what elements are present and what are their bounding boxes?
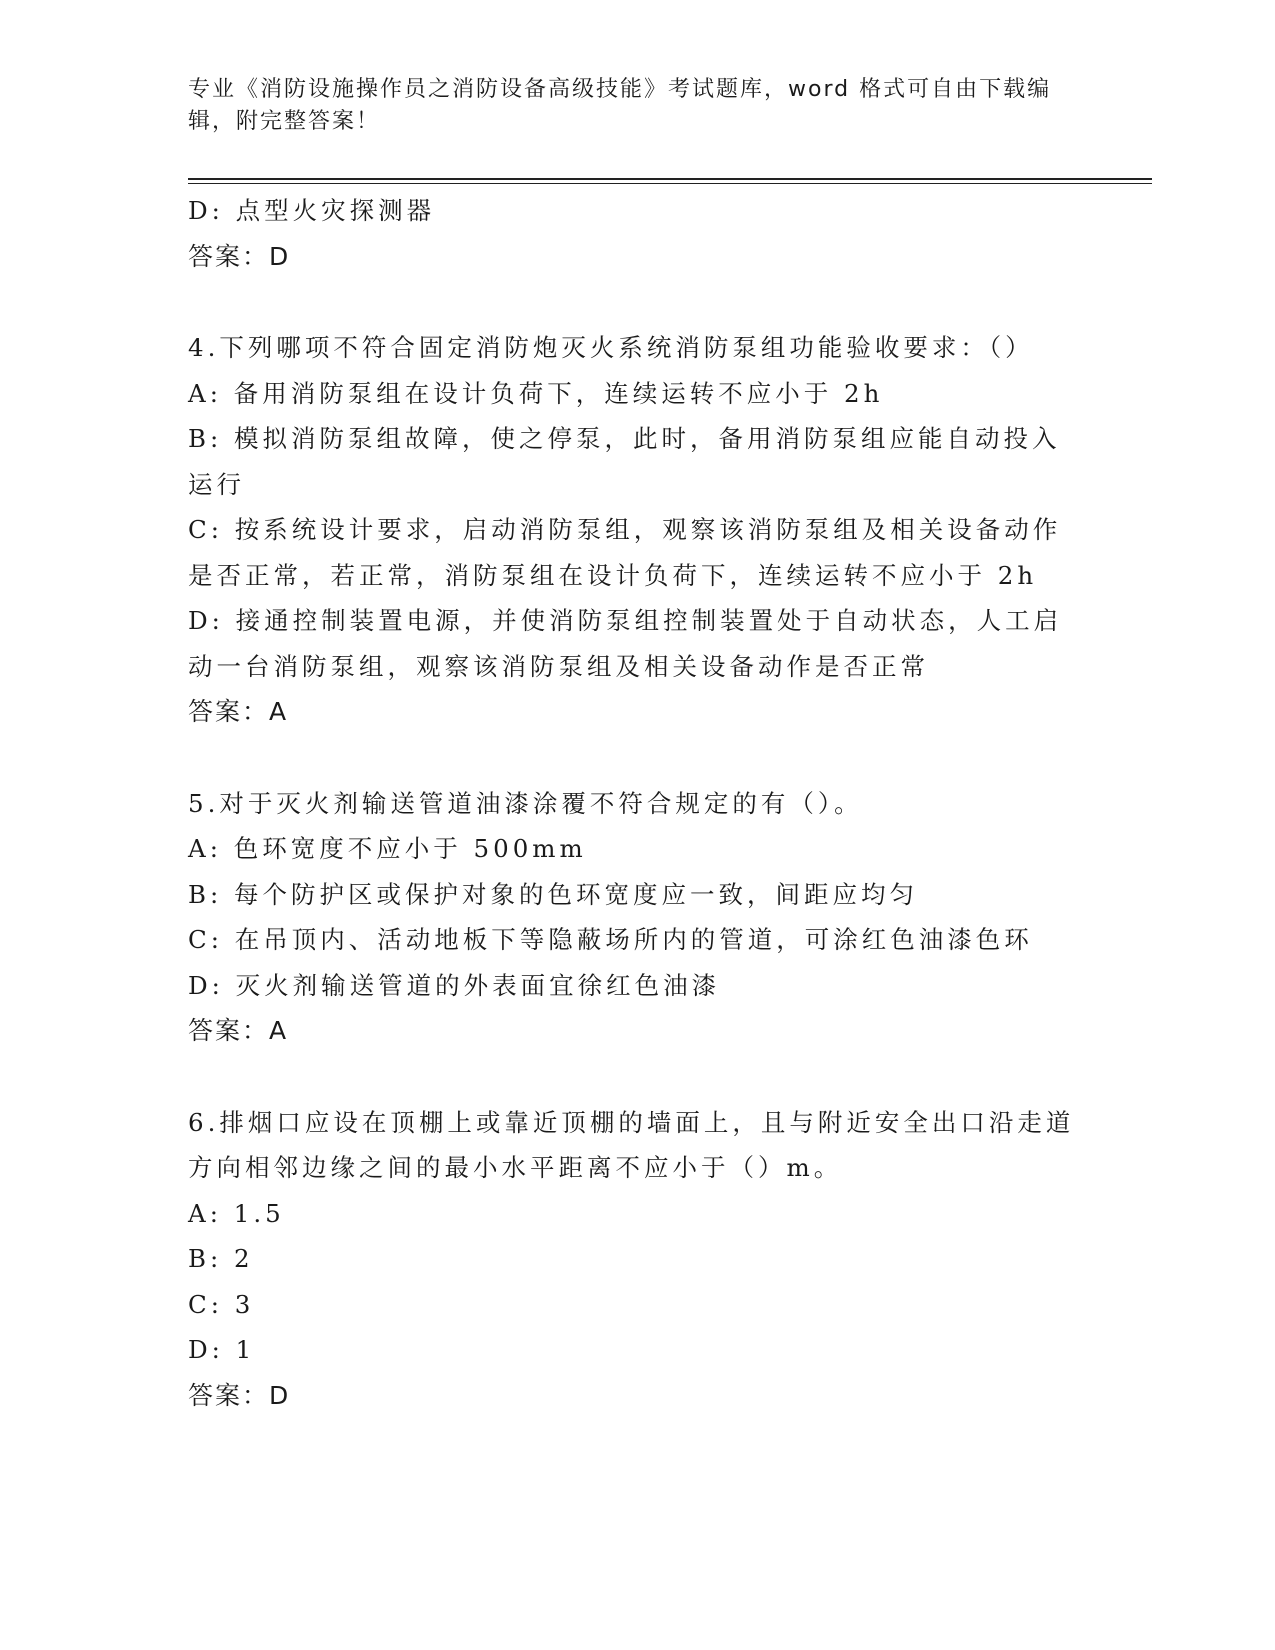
option-b: B: 每个防护区或保护对象的色环宽度应一致，间距应均匀 xyxy=(188,879,919,909)
option-c: C: 3 xyxy=(188,1289,255,1319)
option-d: D: 接通控制装置电源，并使消防泵组控制装置处于自动状态，人工启动一台消防泵组，观察该消防泵组及相关设备动作是否正常 xyxy=(188,606,1063,681)
question-6 xyxy=(188,1100,1088,1419)
option-d: D: 灭火剂输送管道的外表面宜徐红色油漆 xyxy=(188,970,721,1000)
carryover-option-d: D: 点型火灾探测器 xyxy=(188,196,436,225)
answer: 答案：A xyxy=(188,1016,289,1045)
option-c: C: 按系统设计要求，启动消防泵组，观察该消防泵组及相关设备动作是否正常，若正常，消防泵组在设计负荷下，连续运转不应小于 2h xyxy=(188,515,1062,590)
question-4 xyxy=(188,325,1088,735)
option-d: D: 1 xyxy=(188,1335,256,1364)
document-header: 专业《消防设施操作员之消防设备高级技能》考试题库，word 格式可自由下载编辑，附完整答案！ xyxy=(188,77,1052,134)
answer: 答案：D xyxy=(188,1380,291,1410)
question-5 xyxy=(188,781,1088,1054)
question-stem: 6.排烟口应设在顶棚上或靠近顶棚的墙面上，且与附近安全出口沿走道方向相邻边缘之间的最小水平距离不应小于（）m。 xyxy=(188,1107,1075,1182)
option-c: C: 在吊顶内、活动地板下等隐蔽场所内的管道，可涂红色油漆色环 xyxy=(188,925,1033,954)
option-a: A: 色环宽度不应小于 500mm xyxy=(188,834,587,863)
header-divider-top xyxy=(188,178,1152,180)
answer: 答案：A xyxy=(188,697,289,726)
question-stem: 4.下列哪项不符合固定消防炮灭火系统消防泵组功能验收要求：（） xyxy=(188,333,1034,362)
header-divider-bottom xyxy=(188,183,1152,184)
option-b: B: 2 xyxy=(188,1244,254,1273)
question-stem: 5.对于灭火剂输送管道油漆涂覆不符合规定的有（）。 xyxy=(188,788,863,818)
option-a: A: 1.5 xyxy=(188,1198,285,1228)
carryover-answer: 答案：D xyxy=(188,241,291,271)
document-body xyxy=(188,188,1088,1418)
option-b: B: 模拟消防泵组故障，使之停泵，此时，备用消防泵组应能自动投入运行 xyxy=(188,424,1061,499)
option-a: A: 备用消防泵组在设计负荷下，连续运转不应小于 2h xyxy=(188,378,884,408)
